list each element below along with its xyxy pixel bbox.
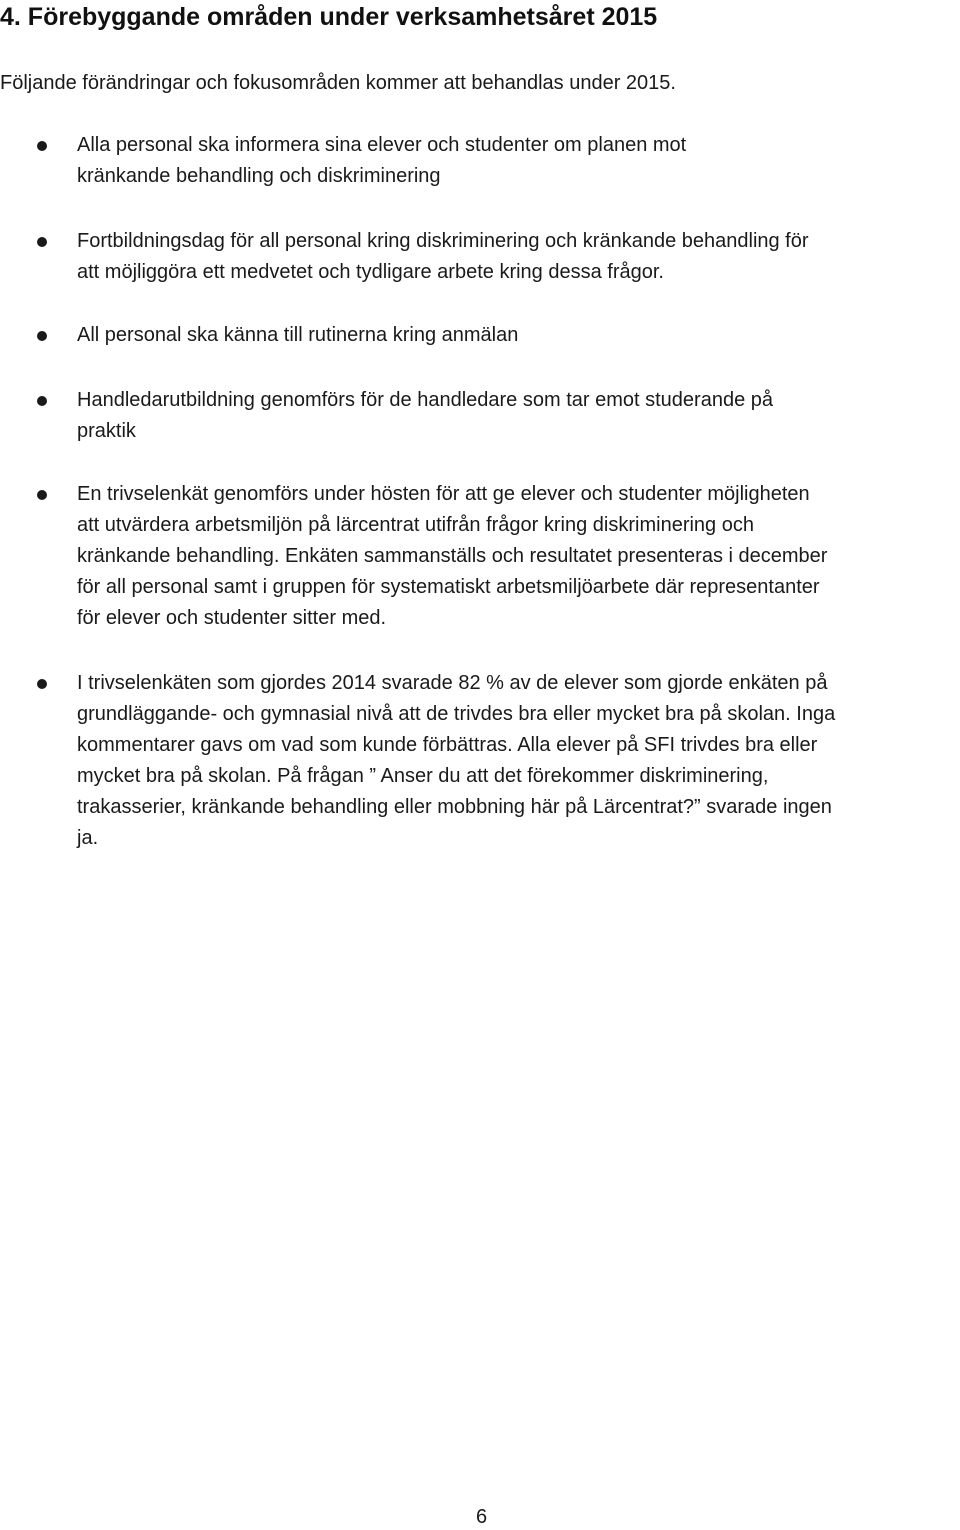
- bullet-text: Fortbildningsdag för all personal kring diskriminering och kränkande behandling för att möjliggöra ett medvetet och tydligare arbete kring dessa frågor.: [77, 230, 809, 283]
- bullet-icon: [37, 396, 47, 406]
- bullet-text: Alla personal ska informera sina elever och studenter om planen mot kränkande behandling och diskriminering: [77, 134, 687, 187]
- page-number: 6: [476, 1506, 488, 1528]
- bullet-text: All personal ska känna till rutinerna kring anmälan: [77, 324, 519, 346]
- bullet-icon: [37, 679, 47, 689]
- bullet-text: Handledarutbildning genomförs för de handledare som tar emot studerande på praktik: [77, 389, 773, 442]
- bullet-icon: [37, 490, 47, 500]
- section-heading: 4. Förebyggande områden under verksamhetsåret 2015: [0, 3, 658, 31]
- bullet-text: En trivselenkät genomförs under hösten för att ge elever och studenter möjligheten att utvärdera arbetsmiljön på lärcentrat utifrån frågor kring diskriminering och kränkande behandling. Enkäten sammanställs och resultatet presenteras i december för all personal samt i gruppen för systematiskt arbetsmiljöarbete där representanter för elever och studenter sitter med.: [77, 483, 828, 629]
- bullet-icon: [37, 237, 47, 247]
- bullet-icon: [37, 141, 47, 151]
- intro-paragraph: Följande förändringar och fokusområden kommer att behandlas under 2015.: [0, 72, 676, 94]
- bullet-icon: [37, 331, 47, 341]
- bullet-text: I trivselenkäten som gjordes 2014 svarade 82 % av de elever som gjorde enkäten på grundläggande- och gymnasial nivå att de trivdes bra eller mycket bra på skolan. Inga kommentarer gavs om vad som kunde förbättras. Alla elever på SFI trivdes bra eller mycket bra på skolan. På frågan ” Anser du att det förekommer diskriminering, trakasserier, kränkande behandling eller mobbning här på Lärcentrat?” svarade ingen ja.: [77, 672, 836, 849]
